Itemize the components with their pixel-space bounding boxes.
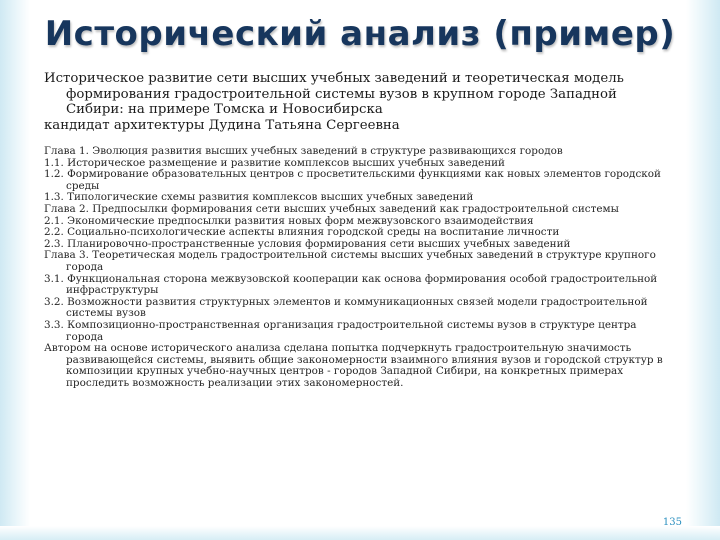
toc-chapter-2: Глава 2. Предпосылки формирования сети высших учебных заведений как градостроительной системы (44, 202, 619, 215)
toc-section-1-2: 1.2. Формирование образовательных центров с просветительскими функциями как новых элементов городской среды (44, 168, 661, 192)
subtitle-block (44, 71, 674, 133)
right-gradient-border (686, 0, 720, 540)
toc-section-1-3: 1.3. Типологические схемы развития комплексов высших учебных заведений (44, 191, 474, 204)
toc-section-3-2: 3.2. Возможности развития структурных элементов и коммуникационных связей модели градостроительной системы вузов (44, 295, 648, 320)
dissertation-title: Историческое развитие сети высших учебных заведений и теоретическая модель формирования градостроительной системы вузов в крупном городе Западной Сибири: на примере Томска и Новосибирска (44, 71, 624, 118)
bottom-gradient-border (0, 526, 720, 540)
slide-title: Исторический анализ (пример) (44, 14, 676, 54)
toc-section-2-2: 2.2. Социально-психологические аспекты влияния городской среды на воспитание личности (44, 226, 560, 239)
toc-section-2-3: 2.3. Планировочно-пространственные условия формирования сети высших учебных заведений (44, 237, 571, 250)
toc-section-3-3: 3.3. Композиционно-пространственная организация градостроительной системы вузов в структуре центра города (44, 318, 637, 343)
table-of-contents (44, 146, 676, 389)
author-line: кандидат архитектуры Дудина Татьяна Сергеевна (44, 117, 400, 133)
conclusion-paragraph: Автором на основе исторического анализа сделана попытка подчеркнуть градостроительную значимость развивающейся системы, выявить общие закономерности взаимного влияния вузов и городской структур в композиции крупных учебно-научных центров - городов Западной Сибири, на конкретных примерах проследить возможность реализации этих закономерностей. (44, 342, 663, 389)
left-gradient-border (0, 0, 30, 540)
toc-chapter-3: Глава 3. Теоретическая модель градостроительной системы высших учебных заведений в структуре крупного города (44, 249, 656, 273)
toc-section-2-1: 2.1. Экономические предпосылки развития новых форм межвузовского взаимодействия (44, 214, 534, 227)
page-number: 135 (662, 517, 682, 528)
toc-section-3-1: 3.1. Функциональная сторона межвузовской кооперации как основа формирования особой градостроительной инфраструктуры (44, 272, 658, 297)
toc-chapter-1: Глава 1. Эволюция развития высших учебных заведений в структуре развивающихся городов (44, 145, 563, 157)
toc-section-1-1: 1.1. Историческое размещение и развитие комплексов высших учебных заведений (44, 156, 505, 169)
